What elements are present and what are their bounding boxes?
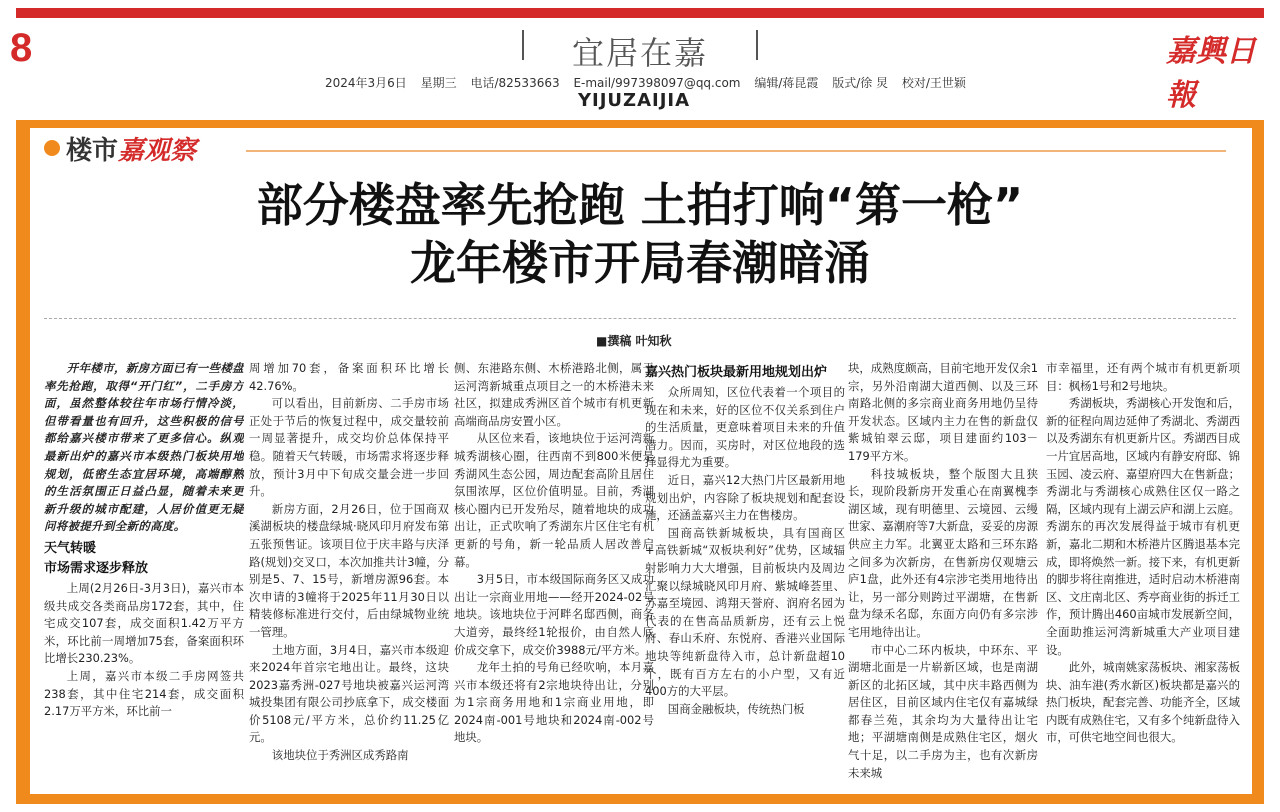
byline: ■撰稿 叶知秋 — [596, 334, 672, 348]
column-tag-prefix: 楼市 — [66, 136, 119, 166]
paragraph: 新房方面，2月26日，位于国商双溪湖板块的楼盘绿城·晓风印月府发布第五张预售证。该项目位于庆丰路与庆泽路(规划)交叉口，本次加推共计3幢，分别是5、7、15号，新增房源96套。本次申请的3幢将于2025年11月30日以精装修标准进行交付，后由绿城物业统一管理。 — [249, 501, 449, 639]
headline-line-1: 部分楼盘率先抢跑 土拍打响“第一枪” — [256, 178, 1024, 232]
paragraph: 3月5日，市本级国际商务区又成功出让一宗商业用地——经开2024-02号地块。该地块位于河畔名邸西侧，商务大道旁，最终经1轮报价，由自然人底价成交拿下，成交价3988元/平方米。 — [454, 572, 654, 657]
paragraph: 土地方面，3月4日，嘉兴市本级迎来2024年首宗宅地出让。最终，这块2023嘉秀洲-027号地块被嘉兴运河湾城投集团有限公司抄底拿下，成交楼面价5108元/平方米，总价约11.25亿元。 — [249, 642, 449, 745]
column-tag-highlight: 嘉观察 — [118, 136, 197, 166]
editor-credit: 编辑/蒋昆霞 — [754, 76, 819, 90]
article-column-2 — [249, 360, 449, 790]
paragraph: 周增加70套，备案面积环比增长42.76%。 — [249, 361, 449, 393]
section-title: 宜居在嘉 — [571, 34, 708, 72]
section-divider-left — [522, 30, 524, 60]
subhead-1b: 市场需求逐步释放 — [44, 560, 149, 576]
designer-credit: 版式/徐 炅 — [832, 76, 889, 90]
paragraph: 侧、东港路东侧、木桥港路北侧，属于运河湾新城重点项目之一的木桥港未来社区，拟建成秀洲区首个城市有机更新高端商品房安置小区。 — [454, 361, 654, 428]
page-number: 8 — [10, 26, 33, 70]
paragraph: 该地块位于秀洲区成秀路南 — [271, 748, 409, 763]
paragraph: 可以看出，目前新房、二手房市场正处于节后的恢复过程中，成交量较前一周显著提升，成交均价总体保持平稳。随着天气转暖，市场需求将逐步释放，预计3月中下旬成交量会进一步回升。 — [249, 396, 449, 499]
paragraph: 秀湖板块，秀湖核心开发饱和后，新的征程向周边延伸了秀湖北、秀湖西以及秀湖东有机更新片区。秀湖西目成一片宜居高地，区域内有静安府邸、锦玉园、凌云府、嘉望府四大在售新盘；秀湖北与秀湖核心成熟住区仅一路之隔，区域内现有上湖云庐和湖上云庭。秀湖东的再次发展得益于城市有机更新，嘉北二期和木桥港片区腾退基本完成，即将焕然一新。接下来，有机更新的脚步将往南推进，适时启动木桥港南区、文庄南北区、秀亭商业街的拆迁工作，预计腾出460亩城市发展新空间，全面助推运河湾新城重大产业项目建设。 — [1046, 396, 1240, 657]
headline-line-2: 龙年楼市开局春潮暗涌 — [410, 236, 870, 290]
proof-credit: 校对/王世颖 — [901, 76, 966, 90]
paragraph: 众所周知，区位代表着一个项目的现在和未来，好的区位不仅关系到住户的生活质量，更意味着项目未来的升值潜力。因而，买房时，对区位地段的选择显得尤为重要。 — [645, 385, 845, 470]
contact-phone: 电话/82533663 — [470, 76, 560, 90]
column-tag-dot — [44, 140, 60, 156]
issue-date: 2024年3月6日 — [325, 76, 407, 90]
paragraph: 上周(2月26日-3月3日)，嘉兴市本级共成交各类商品房172套，其中，住宅成交107套，成交面积1.42万平方米，环比前一周增加75套，备案面积环比增长230.23%。 — [44, 580, 244, 666]
paragraph: 此外，城南姚家荡板块、湘家荡板块、油车港(秀水新区)板块都是嘉兴的热门板块，配套完善、功能齐全，区域内既有成熟住宅，又有多个纯新盘待入市，可供宅地空间也很大。 — [1046, 660, 1240, 745]
paragraph: 市幸福里，还有两个城市有机更新项目：枫杨1号和2号地块。 — [1046, 361, 1240, 393]
paragraph: 国商高铁新城板块，具有国商区+高铁新城“双板块利好”优势，区域辐射影响力大大增强，目前板块内及周边汇聚以绿城晓风印月府、紫城峰荟里、苏嘉至境园、鸿翔天誉府、润府名园为代表的在售高品质新房，还有云上悦府、春山禾府、东悦府、香港兴业国际地块等纯新盘待入市，总计新盘超10个，既有百方左右的小户型，又有近400方的大平层。 — [645, 525, 845, 699]
paragraph: 近日，嘉兴12大热门片区最新用地规划出炉，内容除了板块规划和配套设施，还涵盖嘉兴主力在售楼房。 — [645, 472, 845, 523]
contact-email: E-mail/997398097@qq.com — [573, 76, 741, 90]
article-column-6 — [1046, 360, 1240, 790]
subhead-1a: 天气转暖 — [44, 540, 97, 556]
subhead-2: 嘉兴热门板块最新用地规划出炉 — [645, 365, 828, 380]
section-divider-right — [756, 30, 758, 60]
headline-divider — [44, 318, 1236, 319]
paragraph: 块，成熟度颇高，目前宅地开发仅余1宗，另外沿南湖大道西侧、以及三环南路北侧的多宗商业商务用地仍呈待开发状态。区域内主力在售的新盘仅紫城铂翠云邸，项目建面约103－179平方米。 — [848, 361, 1038, 463]
section-pinyin: YIJUZAIJIA — [578, 90, 691, 111]
article-column-1 — [44, 360, 244, 790]
paragraph: 国商金融板块，传统热门板 — [667, 701, 805, 716]
meta-line — [325, 74, 965, 91]
paragraph: 市中心二环内板块，中环东、平湖塘北面是一片崭新区域，也是南湖新区的北拓区域，其中庆丰路西侧为居住区，目前区域内住宅仅有嘉城绿都春兰苑，其余均为大量待出让宅地；平湖塘南侧是成熟住宅区，烟火气十足，以二手房为主，也有次新房未来城 — [848, 642, 1038, 780]
article-column-3 — [454, 360, 654, 790]
column-tag — [66, 130, 196, 167]
issue-weekday: 星期三 — [420, 76, 457, 90]
top-red-bar — [16, 8, 1264, 18]
article-column-4 — [645, 360, 845, 790]
article-column-5 — [848, 360, 1038, 790]
newspaper-logo: 嘉興日報 — [1166, 34, 1256, 113]
headline — [60, 176, 1220, 292]
paragraph: 上周，嘉兴市本级二手房网签共238套，其中住宅214套，成交面积2.17万平方米，环比前一 — [44, 668, 244, 719]
paragraph: 龙年土拍的号角已经吹响，本月嘉兴市本级还将有2宗地块待出让，分别为1宗商务用地和1宗商业用地，即2024南-001号地块和2024南-002号地块。 — [454, 660, 654, 745]
column-tag-rule — [246, 150, 1226, 152]
paragraph: 从区位来看，该地块位于运河湾新城秀湖核心圈，往西南不到800米便是秀湖风生态公园，周边配套高阶且居住氛围浓厚，区位价值明显。目前，秀湖核心圈内已开发殆尽，随着地块的成功出让，正式吹响了秀湖东片区住宅有机更新的号角，新一轮品质人居改善启幕。 — [454, 431, 654, 569]
lead-paragraph: 开年楼市，新房方面已有一些楼盘率先抢跑，取得“开门红”，二手房方面，虽然整体较往年市场行情冷淡，但带看量也有回升，这些积极的信号都给嘉兴楼市带来了更多信心。纵观最新出炉的嘉兴市本级热门板块用地规划，低密生态宜居环境，高端醇熟的生活氛围正日益凸显，随着未来更新升级的城市配建，人居价值更无疑问将被提升到全新的高度。 — [44, 361, 244, 534]
paragraph: 科技城板块，整个版图大且狭长，现阶段新房开发重心在南翼槐李湖区域，现有明德里、云境园、云缦世家、嘉潮府等7大新盘，妥妥的房源供应主力军。北翼亚太路和三环东路之间多为次新房，在售新房仅观塘云庐1盘，此外还有4宗涉宅类用地待出让，另一部分则跨过平湖塘，在售新盘为绿禾名邸，东面方向仍有多宗涉宅用地待出让。 — [848, 466, 1038, 639]
